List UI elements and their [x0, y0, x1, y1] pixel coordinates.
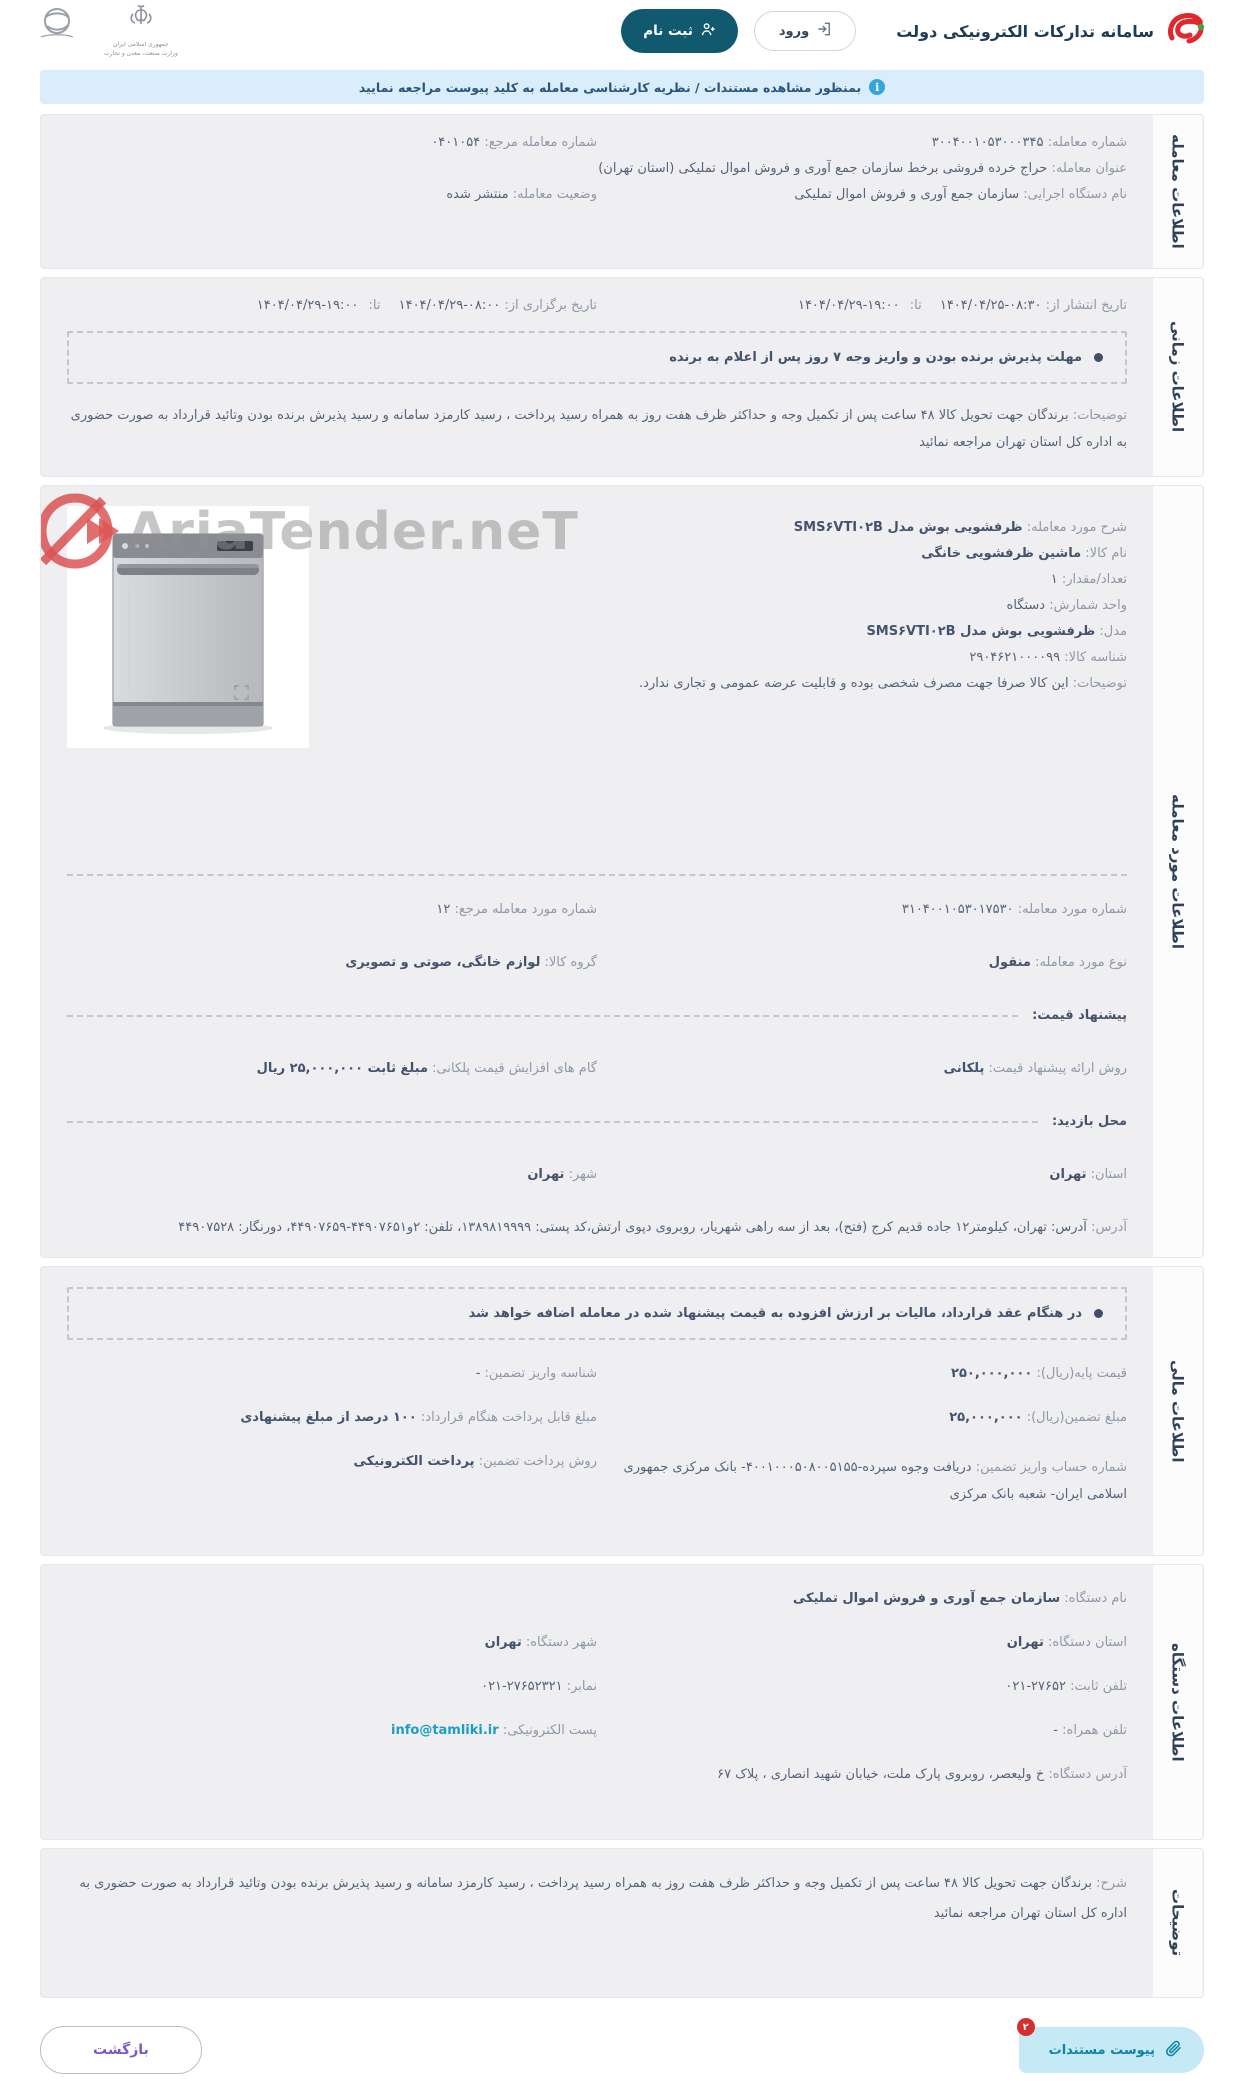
field-item-group: گروه کالا: لوازم خانگی، صوتی و تصویری: [345, 955, 597, 970]
timing-row-dates: [67, 298, 1127, 313]
field-org-province: استان دستگاه: تهران: [1006, 1635, 1127, 1650]
item-row-type: [67, 955, 1127, 970]
section-timing-info: [40, 277, 1204, 477]
product-details: [339, 506, 1127, 748]
field-item-note: توضیحات: این کالا صرفا جهت مصرف شخصی بوده و قابلیت عرضه عمومی و تجاری ندارد.: [639, 676, 1127, 691]
timing-description: توضیحات: برندگان جهت تحویل کالا ۴۸ ساعت پس از تکمیل وجه و حداکثر ظرف هفت روز به همراه رسید پرداخت ، رسید کارمزد سامانه و رسید پذیرش برنده بودن وتائید قرارداد به صورت حضوری به اداره کل استان تهران مراجعه نمائید: [70, 408, 1127, 450]
header: [0, 0, 1244, 62]
field-publish-dates: تاریخ انتشار از: ۱۴۰۴/۰۴/۲۵-۰۸:۳۰ تا: ۱۴۰۴/۰۴/۲۹-۱۹:۰۰: [797, 298, 1127, 313]
deadline-note: مهلت پذیرش برنده بودن و واریز وجه ۷ روز پس از اعلام به برنده: [669, 350, 1082, 365]
item-divider: [67, 874, 1127, 876]
register-button[interactable]: [621, 9, 738, 53]
item-row-location: [67, 1167, 1127, 1182]
org-row-name: [67, 1591, 1127, 1606]
section-deal-info: [40, 114, 1204, 269]
section-title: اطلاعات زمانی: [1168, 321, 1187, 433]
notes-description: شرح: برندگان جهت تحویل کالا ۴۸ ساعت پس از تکمیل وجه و حداکثر ظرف هفت روز به همراه رسید پرداخت ، رسید کارمزد سامانه و رسید پذیرش برنده بودن وتائید قرارداد به صورت حضوری به اداره کل استان تهران مراجعه نمائید: [79, 1876, 1127, 1921]
field-item-qty: تعداد/مقدار: ۱: [1050, 572, 1127, 587]
iran-emblem-icon: [128, 4, 154, 38]
field-org-city: شهر دستگاه: تهران: [484, 1635, 597, 1650]
login-icon: [817, 22, 831, 40]
field-guarantee-account: شماره حساب واریز تضمین: دریافت وجوه سپرده-۴۰۰۱۰۰۰۵۰۸۰۰۵۱۵۵- بانک مرکزی جمهوری اسلامی ایران- شعبه بانک مرکزی: [623, 1460, 1127, 1502]
emblem-caption: جمهوری اسلامی ایران وزارت صنعت، معدن و تجارت: [104, 41, 178, 57]
email-link[interactable]: info@tamliki.ir: [391, 1723, 499, 1738]
field-base-price: قیمت پایه(ریال): ۲۵۰,۰۰۰,۰۰۰: [951, 1366, 1127, 1381]
vat-note-box: [67, 1287, 1127, 1340]
status-badge: منتشر شده: [446, 187, 509, 202]
org-row-phone: [67, 1679, 1127, 1694]
person-plus-icon: [701, 22, 716, 41]
dashed-line: [67, 1015, 1018, 1017]
login-label: ورود: [778, 23, 810, 39]
register-label: ثبت نام: [643, 23, 693, 39]
app-title: سامانه تدارکات الکترونیکی دولت: [896, 21, 1154, 41]
attachments-label: پیوست مستندات: [1048, 2042, 1155, 2058]
brand: [896, 8, 1206, 54]
field-guarantee-pay-method: روش پرداخت تضمین: پرداخت الکترونیکی: [353, 1454, 597, 1469]
field-item-type: نوع مورد معامله: منقول: [988, 955, 1127, 970]
section-financial-title-strip: [1153, 1267, 1203, 1555]
item-row-address: [67, 1220, 1127, 1235]
attachments-count-badge: ۲: [1017, 2018, 1035, 2036]
section-organization-title-strip: [1153, 1565, 1203, 1839]
field-item-name: نام کالا: ماشین ظرفشویی خانگی: [921, 546, 1127, 561]
notice-text: بمنظور مشاهده مستندات / نظریه کارشناسی معامله به کلید پیوست مراجعه نمایید: [358, 79, 862, 95]
attachments-button[interactable]: [1019, 2021, 1204, 2073]
field-deposit-id: شناسه واریز تضمین: -: [475, 1366, 597, 1381]
ministry-emblem: [104, 4, 178, 58]
field-org-email: پست الکترونیکی: info@tamliki.ir: [391, 1723, 597, 1738]
field-deal-status: وضعیت معامله: منتشر شده: [446, 187, 597, 202]
section-title: اطلاعات معامله: [1168, 134, 1187, 249]
deadline-note-box: [67, 331, 1127, 384]
field-guarantee-amount: مبلغ تضمین(ریال): ۲۵,۰۰۰,۰۰۰: [949, 1410, 1127, 1425]
field-item-ref-number: شماره مورد معامله مرجع: ۱۲: [436, 902, 597, 917]
field-org-address: آدرس دستگاه: خ ولیعصر، روبروی پارک ملت، خیابان شهید انصاری ، پلاک ۶۷: [717, 1767, 1127, 1782]
globe-swirl-icon: [38, 4, 76, 46]
notice-bar: [40, 70, 1204, 104]
price-offer-header: پیشنهاد قیمت:: [67, 1008, 1127, 1023]
section-item-info: [40, 485, 1204, 1258]
field-city: شهر: تهران: [527, 1167, 597, 1182]
field-deal-number: شماره معامله: ۳۰۰۴۰۰۱۰۵۳۰۰۰۳۴۵: [931, 135, 1127, 150]
section-title: توضیحات: [1168, 1889, 1187, 1957]
field-org-phone: تلفن ثابت: ۰۲۱-۲۷۶۵۲: [1005, 1679, 1127, 1694]
section-title: اطلاعات مالی: [1168, 1359, 1187, 1463]
field-price-step: گام های افزایش قیمت پلکانی: مبلغ ثابت ۲۵,۰۰۰,۰۰۰ ریال: [256, 1061, 597, 1076]
secondary-gov-logo: [38, 4, 76, 46]
section-item-title-strip: [1153, 486, 1203, 1257]
section-organization-info: [40, 1564, 1204, 1840]
bullet-icon: [1094, 353, 1103, 362]
field-org-mobile: تلفن همراه: -: [1053, 1723, 1127, 1738]
field-visit-address: آدرس: آدرس: تهران، کیلومتر۱۲ جاده قدیم کرج (فتح)، بعد از سه راهی شهریار، روبروی دپوی ارتش،کد پستی: ۱۳۸۹۸۱۹۹۹۹، تلفن: ۲و۴۴۹۰۷۶۵۱-۴۴۹۰۷۶۵۹، دورنگار: ۴۴۹۰۷۵۲۸: [178, 1220, 1127, 1235]
section-financial-info: [40, 1266, 1204, 1556]
field-item-description: شرح مورد معامله: ظرفشویی بوش مدل SMS۶VTI۰۲B: [793, 520, 1127, 535]
field-item-model: مدل: ظرفشویی بوش مدل SMS۶VTI۰۲B: [866, 624, 1127, 639]
deal-row-number: [67, 135, 1127, 150]
field-payable-amount: مبلغ قابل پرداخت هنگام قرارداد: ۱۰۰ درصد از مبلغ پیشنهادی: [240, 1410, 597, 1425]
section-title: اطلاعات مورد معامله: [1168, 794, 1187, 949]
back-button[interactable]: بازگشت: [40, 2026, 202, 2074]
financial-row-account: [67, 1454, 1127, 1508]
field-org-fax: نمابر: ۰۲۱-۲۷۶۵۲۳۲۱: [481, 1679, 597, 1694]
financial-row-base-price: [67, 1366, 1127, 1381]
deal-row-subject: [67, 161, 1127, 176]
section-title: اطلاعات دستگاه: [1168, 1642, 1187, 1762]
field-deal-ref-number: شماره معامله مرجع: ۰۴۰۱۰۵۴: [431, 135, 597, 150]
field-offer-method: روش ارائه پیشنهاد قیمت: پلکانی: [943, 1061, 1127, 1076]
field-item-unit: واحد شمارش: دستگاه: [1006, 598, 1127, 613]
item-row-offer-method: [67, 1061, 1127, 1076]
section-notes-title-strip: [1153, 1849, 1203, 1997]
org-row-address: [67, 1767, 1127, 1782]
dishwasher-image: [67, 506, 309, 748]
field-item-code: شناسه کالا: ۲۹۰۴۶۲۱۰۰۰۰۹۹: [969, 650, 1127, 665]
visit-location-header: محل بازدید:: [67, 1114, 1127, 1129]
info-icon: i: [869, 79, 885, 95]
org-row-contact: [67, 1723, 1127, 1738]
product-block: [67, 506, 1127, 748]
section-deal-title-strip: [1153, 115, 1203, 268]
field-province: استان: تهران: [1049, 1167, 1127, 1182]
section-notes: [40, 1848, 1204, 1998]
footer: [0, 1998, 1244, 2098]
setad-logo-icon: [1164, 8, 1206, 54]
dashed-line: [67, 1121, 1038, 1123]
deal-row-agency: [67, 187, 1127, 202]
main-content: [0, 104, 1244, 1998]
product-image: [67, 506, 309, 748]
bullet-icon: [1094, 1309, 1103, 1318]
org-row-location: [67, 1635, 1127, 1650]
field-item-number: شماره مورد معامله: ۳۱۰۴۰۰۱۰۵۳۰۱۷۵۳۰: [901, 902, 1127, 917]
field-event-dates: تاریخ برگزاری از: ۱۴۰۴/۰۴/۲۹-۰۸:۰۰ تا: ۱۴۰۴/۰۴/۲۹-۱۹:۰۰: [256, 298, 597, 313]
field-deal-subject: عنوان معامله: حراج خرده فروشی برخط سازمان جمع آوری و فروش اموال تملیکی (استان تهران): [598, 161, 1127, 176]
vat-note: در هنگام عقد قرارداد، مالیات بر ارزش افزوده به قیمت پیشنهاد شده در معامله اضافه خواهد شد: [468, 1306, 1082, 1321]
government-logos: [38, 4, 178, 58]
expand-image-icon[interactable]: [234, 685, 249, 704]
field-agency-name: نام دستگاه اجرایی: سازمان جمع آوری و فروش اموال تملیکی: [794, 187, 1127, 202]
login-button[interactable]: [754, 11, 856, 51]
field-org-name: نام دستگاه: سازمان جمع آوری و فروش اموال تملیکی: [792, 1591, 1127, 1606]
section-timing-title-strip: [1153, 278, 1203, 476]
paperclip-icon: [1165, 2040, 1182, 2061]
item-row-number: [67, 902, 1127, 917]
financial-row-guarantee: [67, 1410, 1127, 1425]
header-actions: [621, 9, 856, 53]
watermark-text: AriaTender.neT: [127, 502, 579, 562]
